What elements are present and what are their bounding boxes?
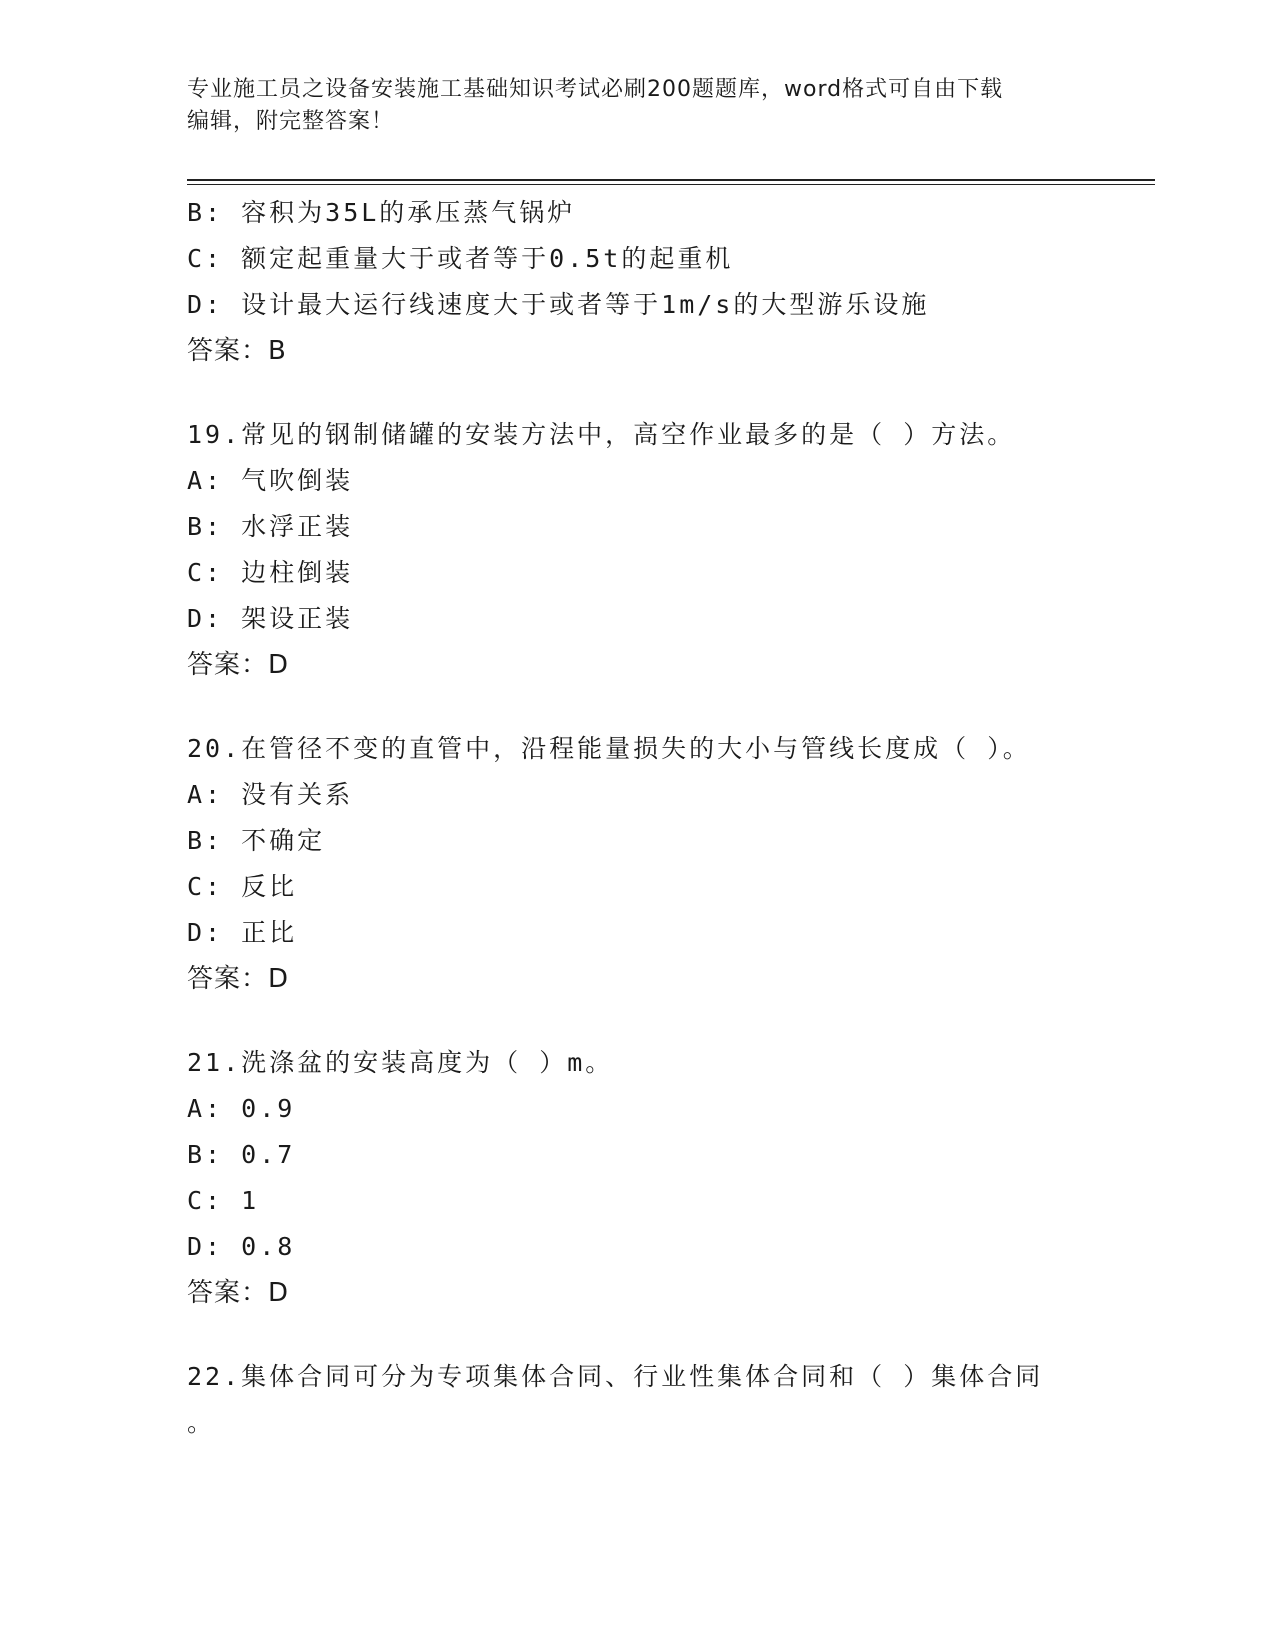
option-a: A: 气吹倒装	[187, 466, 354, 495]
question-stem-line-1: 22.集体合同可分为专项集体合同、行业性集体合同和（ ）集体合同	[187, 1362, 1044, 1391]
option-d: D: 架设正装	[187, 604, 354, 633]
option-d: D: 设计最大运行线速度大于或者等于1m/s的大型游乐设施	[187, 290, 930, 319]
document-body	[187, 190, 1147, 1446]
answer: 答案：D	[187, 1278, 290, 1308]
option-c: C: 额定起重量大于或者等于0.5t的起重机	[187, 244, 734, 273]
question-stem: 19.常见的钢制储罐的安装方法中，高空作业最多的是（ ）方法。	[187, 420, 1016, 449]
header-line-1: 专业施工员之设备安装施工基础知识考试必刷200题题库，word格式可自由下载	[187, 77, 1004, 102]
answer: 答案：D	[187, 964, 290, 994]
option-b: B: 容积为35L的承压蒸气锅炉	[187, 198, 576, 227]
option-d: D: 正比	[187, 918, 298, 947]
option-d: D: 0.8	[187, 1232, 296, 1261]
option-a: A: 0.9	[187, 1094, 296, 1123]
question-stem: 21.洗涤盆的安装高度为（ ）m。	[187, 1048, 614, 1077]
option-b: B: 水浮正装	[187, 512, 354, 541]
option-c: C: 1	[187, 1186, 260, 1215]
option-a: A: 没有关系	[187, 780, 354, 809]
header-line-2: 编辑，附完整答案！	[187, 109, 395, 134]
answer: 答案：D	[187, 650, 290, 680]
question-18-tail	[187, 190, 1147, 374]
option-c: C: 边柱倒装	[187, 558, 354, 587]
question-22	[187, 1354, 1147, 1446]
question-stem-line-2: 。	[187, 1408, 216, 1437]
question-19	[187, 412, 1147, 688]
question-stem: 20.在管径不变的直管中，沿程能量损失的大小与管线长度成（ ）。	[187, 734, 1031, 763]
question-21	[187, 1040, 1147, 1316]
header-rule-thick	[187, 179, 1155, 181]
document-header	[187, 74, 1087, 138]
option-b: B: 0.7	[187, 1140, 296, 1169]
header-rule-thin	[187, 184, 1155, 185]
option-c: C: 反比	[187, 872, 298, 901]
answer: 答案：B	[187, 336, 287, 366]
question-20	[187, 726, 1147, 1002]
option-b: B: 不确定	[187, 826, 326, 855]
